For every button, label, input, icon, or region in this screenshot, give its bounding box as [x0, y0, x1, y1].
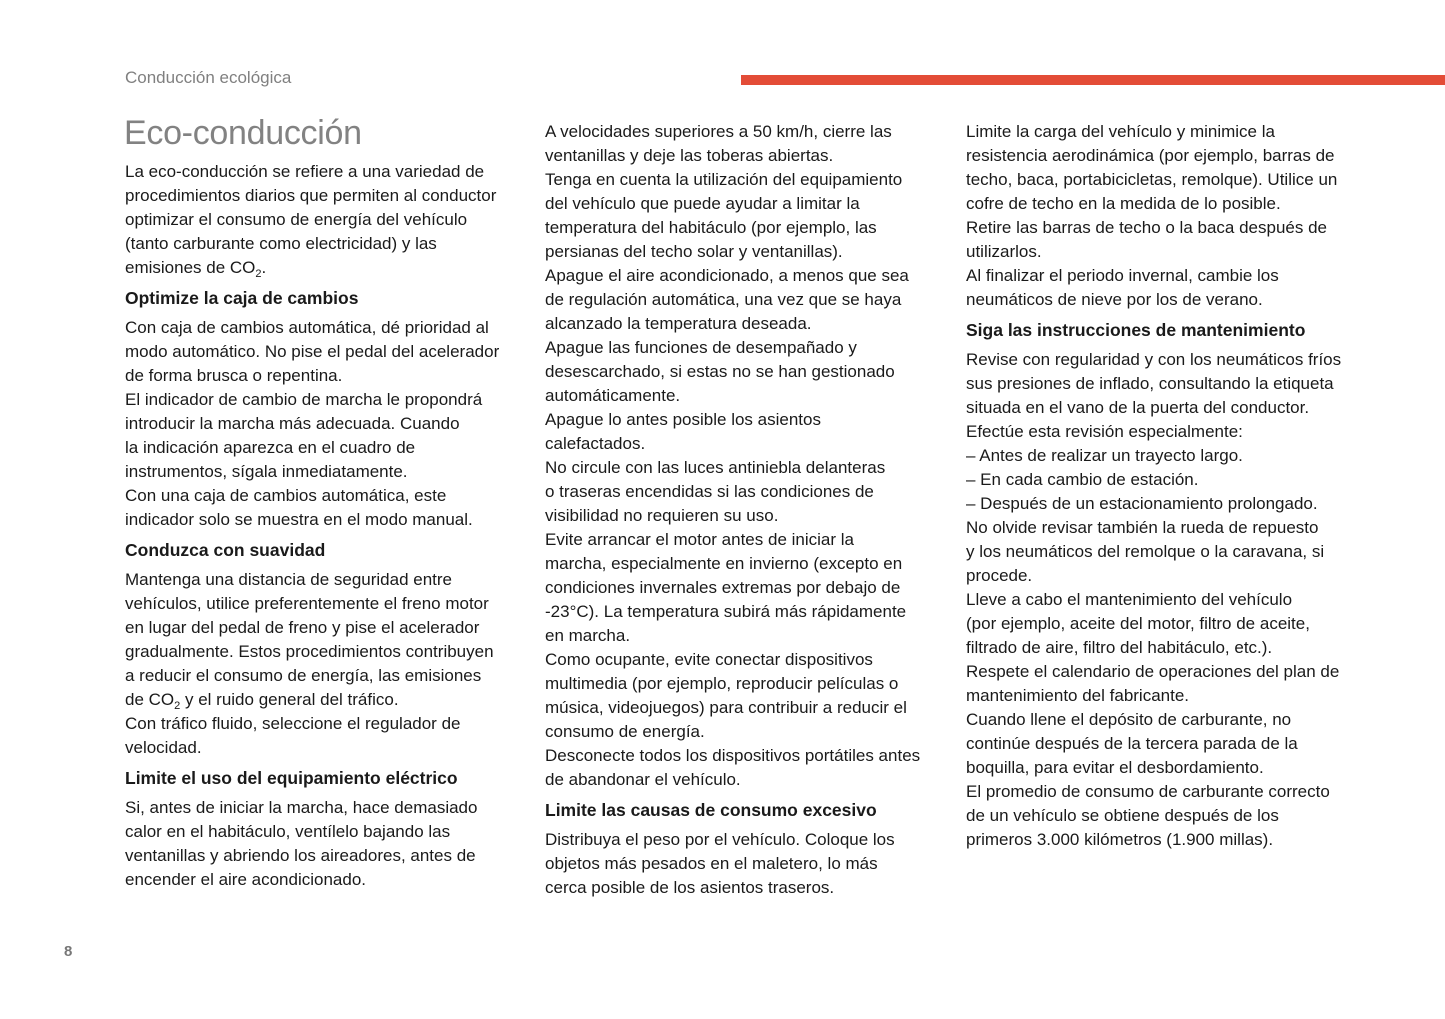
text-line: techo, baca, portabicicletas, remolque). Utilice un — [966, 170, 1338, 189]
section-header: Conducción ecológica — [125, 68, 292, 87]
text-line: Con caja de cambios automática, dé prioridad al — [125, 318, 489, 337]
text: y el ruido general del tráfico. — [180, 690, 399, 709]
text-line: visibilidad no requieren su uso. — [545, 506, 779, 525]
text-line: consumo de energía. — [545, 722, 705, 741]
text: . — [261, 258, 267, 277]
text-line: de abandonar el vehículo. — [545, 770, 741, 789]
text-line: multimedia (por ejemplo, reproducir películas o — [545, 674, 899, 693]
text-line: ventanillas y deje las toberas abiertas. — [545, 146, 834, 165]
text-line-co2 — [125, 688, 525, 712]
text-line: objetos más pesados en el maletero, lo más — [545, 854, 878, 873]
text-line: Con tráfico fluido, seleccione el regulador de — [125, 714, 461, 733]
text-line: optimizar el consumo de energía del vehículo — [125, 210, 468, 229]
list-item: – Antes de realizar un trayecto largo. — [966, 446, 1243, 465]
text-line: Efectúe esta revisión especialmente: — [966, 422, 1243, 441]
text-line: marcha, especialmente en invierno (excepto en — [545, 554, 903, 573]
gearbox-paragraph — [125, 316, 525, 532]
section-heading-smooth-driving: Conduzca con suavidad — [125, 540, 326, 560]
text-line: mantenimiento del fabricante. — [966, 686, 1190, 705]
list-item: – Después de un estacionamiento prolongado. — [966, 494, 1318, 513]
text-line: situada en el vano de la puerta del conductor. — [966, 398, 1310, 417]
text-line: procedimientos diarios que permiten al conductor — [125, 186, 497, 205]
text-line: filtrado de aire, filtro del habitáculo, etc.). — [966, 638, 1273, 657]
text-line: Con una caja de cambios automática, este — [125, 486, 447, 505]
text-line: Limite la carga del vehículo y minimice la — [966, 122, 1275, 141]
text-line: automáticamente. — [545, 386, 681, 405]
text-line: (por ejemplo, aceite del motor, filtro de aceite, — [966, 614, 1310, 633]
load-paragraph — [966, 120, 1366, 312]
section-heading-maintenance: Siga las instrucciones de mantenimiento — [966, 320, 1306, 340]
text-line: Evite arrancar el motor antes de iniciar la — [545, 530, 854, 549]
text-line: cerca posible de los asientos traseros. — [545, 878, 835, 897]
text-line: resistencia aerodinámica (por ejemplo, barras de — [966, 146, 1335, 165]
text-line: Como ocupante, evite conectar dispositivos — [545, 650, 873, 669]
text-line: No olvide revisar también la rueda de repuesto — [966, 518, 1319, 537]
text-line: calefactados. — [545, 434, 646, 453]
text-line: en marcha. — [545, 626, 631, 645]
text-line: encender el aire acondicionado. — [125, 870, 367, 889]
text-line: calor en el habitáculo, ventílelo bajando las — [125, 822, 451, 841]
text-line: procede. — [966, 566, 1033, 585]
subscript: 2 — [255, 268, 262, 280]
page-title: Eco-conducción — [124, 114, 362, 152]
section-heading-electrical: Limite el uso del equipamiento eléctrico — [125, 768, 458, 788]
text-line: la indicación aparezca en el cuadro de — [125, 438, 416, 457]
excess-consumption-paragraph — [545, 828, 945, 900]
column-2 — [545, 120, 945, 900]
text-line: Mantenga una distancia de seguridad entre — [125, 570, 453, 589]
text-line: modo automático. No pise el pedal del acelerador — [125, 342, 500, 361]
text-line: alcanzado la temperatura deseada. — [545, 314, 812, 333]
column-3 — [966, 120, 1366, 852]
text-line: ventanillas y abriendo los aireadores, antes de — [125, 846, 476, 865]
text-line: en lugar del pedal de freno y pise el acelerador — [125, 618, 480, 637]
text-line: del vehículo que puede ayudar a limitar la — [545, 194, 860, 213]
electrical-paragraph — [125, 796, 525, 892]
text-line: El indicador de cambio de marcha le propondrá — [125, 390, 483, 409]
text-line: primeros 3.000 kilómetros (1.900 millas). — [966, 830, 1274, 849]
section-heading-excess-consumption: Limite las causas de consumo excesivo — [545, 800, 877, 820]
text-line: cofre de techo en la medida de lo posible. — [966, 194, 1281, 213]
text-line: Tenga en cuenta la utilización del equipamiento — [545, 170, 903, 189]
text: emisiones de CO — [125, 258, 256, 277]
text-line: continúe después de la tercera parada de la — [966, 734, 1298, 753]
text-line: -23°C). La temperatura subirá más rápidamente — [545, 602, 907, 621]
subscript: 2 — [174, 700, 181, 712]
text-line: indicador solo se muestra en el modo manual. — [125, 510, 473, 529]
text-line: Apague las funciones de desempañado y — [545, 338, 857, 357]
text-line: Apague el aire acondicionado, a menos que sea — [545, 266, 909, 285]
text: de CO — [125, 690, 175, 709]
text-line: Retire las barras de techo o la baca después de — [966, 218, 1328, 237]
text-line: boquilla, para evitar el desbordamiento. — [966, 758, 1264, 777]
text-line: persianas del techo solar y ventanillas). — [545, 242, 843, 261]
text-line: y los neumáticos del remolque o la caravana, si — [966, 542, 1325, 561]
text-line: condiciones invernales extremas por debajo de — [545, 578, 901, 597]
text-line: música, videojuegos) para contribuir a reducir el — [545, 698, 907, 717]
text-line: velocidad. — [125, 738, 202, 757]
text-line: a reducir el consumo de energía, las emisiones — [125, 666, 482, 685]
text-line: sus presiones de inflado, consultando la etiqueta — [966, 374, 1334, 393]
text-line: o traseras encendidas si las condiciones de — [545, 482, 874, 501]
list-item: – En cada cambio de estación. — [966, 470, 1199, 489]
text-line: (tanto carburante como electricidad) y las — [125, 234, 437, 253]
page-number: 8 — [64, 943, 73, 960]
intro-paragraph — [125, 160, 525, 280]
text-line: de forma brusca o repentina. — [125, 366, 343, 385]
text-line: No circule con las luces antiniebla delanteras — [545, 458, 886, 477]
text-line: Distribuya el peso por el vehículo. Coloque los — [545, 830, 895, 849]
electrical-continued-paragraph — [545, 120, 945, 792]
text-line: La eco-conducción se refiere a una variedad de — [125, 162, 485, 181]
text-line: gradualmente. Estos procedimientos contribuyen — [125, 642, 494, 661]
maintenance-paragraph — [966, 348, 1366, 852]
text-line: Desconecte todos los dispositivos portátiles antes — [545, 746, 921, 765]
text-line: Cuando llene el depósito de carburante, no — [966, 710, 1292, 729]
text-line: desescarchado, si estas no se han gestionado — [545, 362, 895, 381]
text-line: temperatura del habitáculo (por ejemplo, las — [545, 218, 877, 237]
text-line: Apague lo antes posible los asientos — [545, 410, 821, 429]
text-line: instrumentos, sígala inmediatamente. — [125, 462, 408, 481]
text-line: Revise con regularidad y con los neumáticos fríos — [966, 350, 1342, 369]
text-line: de un vehículo se obtiene después de los — [966, 806, 1279, 825]
header-accent-bar — [741, 75, 1445, 85]
text-line: introducir la marcha más adecuada. Cuando — [125, 414, 460, 433]
text-line: Si, antes de iniciar la marcha, hace demasiado — [125, 798, 478, 817]
text-line: Al finalizar el periodo invernal, cambie los — [966, 266, 1279, 285]
text-line: utilizarlos. — [966, 242, 1042, 261]
text-line: Respete el calendario de operaciones del plan de — [966, 662, 1340, 681]
section-heading-gearbox: Optimize la caja de cambios — [125, 288, 359, 308]
text-line: vehículos, utilice preferentemente el freno motor — [125, 594, 489, 613]
smooth-driving-paragraph — [125, 568, 525, 760]
text-line: de regulación automática, una vez que se haya — [545, 290, 902, 309]
text-line: El promedio de consumo de carburante correcto — [966, 782, 1330, 801]
text-line: neumáticos de nieve por los de verano. — [966, 290, 1263, 309]
text-line-co2 — [125, 256, 525, 280]
column-1 — [125, 160, 525, 892]
text-line: Lleve a cabo el mantenimiento del vehículo — [966, 590, 1293, 609]
text-line: A velocidades superiores a 50 km/h, cierre las — [545, 122, 892, 141]
